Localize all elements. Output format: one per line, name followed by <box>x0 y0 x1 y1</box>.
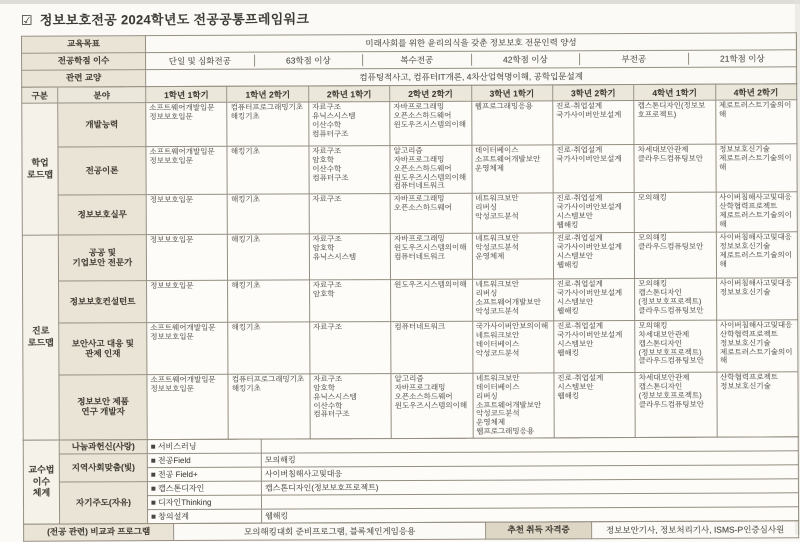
credit-value: 42학점 이상 <box>471 53 580 65</box>
col-header: 1학년 1학기 <box>146 86 227 102</box>
course-cell: 모의해킹 클라우드컴퓨팅보안 <box>635 232 717 278</box>
liberal-arts-label: 관련 교양 <box>22 70 146 88</box>
course-cell: 해킹기초 <box>227 146 309 194</box>
pedagogy-item: ■ 디자인Thinking <box>147 495 261 509</box>
course-cell: 자바프로그래밍 윈도우즈시스템의이해 컴퓨터네트워크 <box>390 233 472 279</box>
course-cell: 자료구조 암호학 유닉스시스템 이산수학 컴퓨터구조 <box>310 374 392 439</box>
certification-label: 추천 취득 자격증 <box>486 522 592 539</box>
col-header: 2학년 1학기 <box>308 86 389 102</box>
certification-list: 정보보안기사, 정보처리기사, ISMS-P인증심사원 <box>592 521 799 539</box>
liberal-arts-value: 컴퓨팅적사고, 컴퓨터IT개론, 4차산업혁명이해, 공학입문설계 <box>146 67 797 87</box>
col-header: 구분 <box>22 87 58 103</box>
course-cell: 컴퓨터프로그래밍기초 해킹기초 <box>227 102 309 146</box>
course-cell: 해킹기초 <box>228 194 310 234</box>
scan-artifact-top <box>0 0 800 4</box>
col-header: 3학년 2학기 <box>553 85 634 101</box>
table-row <box>23 372 798 440</box>
course-cell: 자료구조 유닉스시스템 이산수학 컴퓨터구조 <box>309 102 391 146</box>
pedagogy-content: 웹해킹 <box>262 507 799 523</box>
course-cell: 차세대보안관제 클라우드컴퓨팅보안 <box>634 144 716 192</box>
course-cell: 사이버침해사고및대응 산학협력프로젝트 제로트러스트기술의이해 <box>716 192 798 232</box>
pedagogy-category: 자기주도(자유) <box>59 482 147 524</box>
course-cell: 자료구조 <box>309 194 391 234</box>
pedagogy-item: ■ 창의설계 <box>148 509 262 523</box>
course-cell: 사이버침해사고및대응 정보보호신기술 <box>716 278 798 320</box>
pedagogy-content: 캡스톤디자인(정보보호프로젝트) <box>261 479 798 495</box>
group-label-academic-roadmap: 학업 로드맵 <box>22 103 59 235</box>
course-cell: 진로·취업설계 시스템보안 웹해킹 <box>554 373 636 438</box>
table-row <box>22 232 797 281</box>
course-cell: 자바프로그래밍 오픈소스하드웨어 <box>390 193 472 233</box>
page-title <box>21 6 797 28</box>
course-cell: 사이버침해사고및대응 정보보호신기술 제로트러스트기술의이해 <box>716 232 798 278</box>
curriculum-table <box>21 83 799 440</box>
course-cell: 윈도우즈시스템의이해 <box>391 279 473 321</box>
col-header: 2학년 2학기 <box>390 85 471 101</box>
pedagogy-category: 나눔과헌신(사랑) <box>59 440 147 454</box>
info-table <box>21 32 797 87</box>
course-cell: 국가사이버안보의이해 네트워크보안 데이터베이스 악성코드분석 <box>472 321 554 373</box>
table-row <box>22 192 797 235</box>
col-header: 3학년 1학기 <box>471 85 552 101</box>
credits-label: 전공학점 이수 <box>22 53 146 71</box>
checkbox-icon: ☑ <box>20 12 33 28</box>
course-cell: 컴퓨터프로그래밍기초 해킹기초 <box>228 374 310 439</box>
table-row <box>23 278 798 323</box>
table-row <box>22 100 797 147</box>
course-cell: 산학협력프로젝트 정보보호신기술 <box>717 372 799 437</box>
col-header: 1학년 2학기 <box>227 86 308 102</box>
course-cell: 소프트웨어개발입문 정보보호입문 <box>146 146 228 194</box>
course-cell: 알고리즘 자바프로그래밍 오픈소스하드웨어 윈도우즈시스템의이해 <box>391 373 473 438</box>
course-cell: 차세대보안관제 캡스톤디자인 (정보보호프로젝트) 클라우드컴퓨팅보안 <box>635 372 717 437</box>
course-cell: 네트워크보안 리버싱 악성코드분석 <box>472 193 554 233</box>
credit-value: 63학점 이상 <box>254 54 363 66</box>
course-cell: 진로·취업설계 국가사이버안보설계 <box>553 101 635 145</box>
group-label-pedagogy: 교수법 이수 체계 <box>23 440 59 524</box>
course-cell: 진로·취업설계 국가사이버안보설계 시스템보안 웹해킹 <box>553 279 635 321</box>
course-cell: 컴퓨터네트워크 <box>391 321 473 373</box>
credit-type: 복수전공 <box>362 54 471 66</box>
field-label: 정보보호실무 <box>58 195 146 235</box>
course-cell: 소프트웨어개발입문 정보보호입문 <box>146 102 228 146</box>
course-cell: 데이터베이스 소프트웨어개발보안 운영체제 <box>471 145 553 193</box>
field-label: 개발능력 <box>58 103 146 147</box>
col-header: 4학년 2학기 <box>715 84 796 100</box>
col-header: 분야 <box>58 87 146 103</box>
footer-table <box>23 520 799 541</box>
field-label: 보안사고 대응 및 관제 인재 <box>59 323 147 375</box>
course-cell: 자료구조 <box>309 322 391 374</box>
table-row <box>23 320 798 375</box>
course-cell: 사이버침해사고및대응 산학협력프로젝트 정보보호신기술 제로트러스트기술의이해 <box>716 320 798 372</box>
course-cell: 모의해킹 캡스톤디자인 (정보보호프로젝트) 클라우드컴퓨팅보안 <box>635 278 717 320</box>
course-cell: 해킹기초 <box>228 322 310 374</box>
group-label-career-roadmap: 진로 로드맵 <box>22 235 59 440</box>
field-label: 공공 및 기업보안 전문가 <box>58 235 146 281</box>
pedagogy-table <box>23 436 799 524</box>
course-cell: 네트워크보안 데이터베이스 리버싱 소프트웨어개발보안 악성코드분석 운영체제 웹프로그래밍응용 <box>472 373 554 438</box>
course-cell: 소프트웨어개발입문 정보보호입문 <box>147 322 229 374</box>
goal-value: 미래사회를 위한 윤리의식을 갖춘 정보보호 전문인력 양성 <box>145 33 796 53</box>
pedagogy-category: 지역사회맞춤(빛) <box>59 454 147 482</box>
course-cell: 진로·취업설계 국가사이버안보설계 <box>553 145 635 193</box>
field-label: 전공이론 <box>58 147 146 195</box>
pedagogy-content: 모의해킹 <box>261 451 798 467</box>
credit-type: 부전공 <box>579 53 688 65</box>
course-cell: 진로·취업설계 국가사이버안보설계 시스템보안 웹해킹 <box>553 233 635 279</box>
pedagogy-item: ■ 서비스러닝 <box>147 439 261 453</box>
page-title-text: 정보보호전공 2024학년도 전공공통프레임워크 <box>39 11 310 28</box>
field-label: 정보보호컨설턴트 <box>59 281 147 323</box>
pedagogy-item: ■ 전공 Field+ <box>147 467 261 481</box>
pedagogy-content: 사이버침해사고및대응 <box>261 465 798 481</box>
course-cell: 정보보호입문 <box>146 194 228 234</box>
extracurricular-programs: 모의해킹대회 준비프로그램, 블록체인게임응용 <box>174 522 486 540</box>
course-cell: 진로·취업설계 국가사이버안보설계 시스템보안 웹해킹 <box>554 321 636 373</box>
course-cell: 웹프로그래밍응용 <box>471 101 553 145</box>
extracurricular-label: (전공 관련) 비교과 프로그램 <box>24 523 174 541</box>
field-label: 정보보안 제품 연구 개발자 <box>59 375 147 440</box>
course-cell: 정보보호신기술 제로트러스트기술의이해 <box>716 144 798 192</box>
course-cell: 모의해킹 <box>634 192 716 232</box>
course-cell: 제로트러스트기술의이해 <box>715 100 797 144</box>
credit-value: 21학점 이상 <box>688 52 797 64</box>
col-header: 4학년 1학기 <box>634 84 715 100</box>
curriculum-framework-document <box>21 4 799 541</box>
goal-label: 교육목표 <box>21 36 145 54</box>
course-cell: 캡스톤디자인(정보보호프로젝트) <box>634 100 716 144</box>
course-cell: 정보보호입문 <box>146 234 228 280</box>
course-cell: 자료구조 암호학 <box>309 280 391 322</box>
footer-row <box>24 521 799 541</box>
course-cell: 자료구조 암호학 유닉스시스템 <box>309 234 391 280</box>
course-cell: 네트워크보안 리버싱 소프트웨어개발보안 악성코드분석 <box>472 279 554 321</box>
course-cell: 자료구조 암호학 이산수학 컴퓨터구조 <box>309 146 391 194</box>
pedagogy-item: ■ 전공Field <box>147 453 261 467</box>
course-cell: 정보보호입문 <box>147 280 229 322</box>
course-cell: 해킹기초 <box>228 280 310 322</box>
course-cell: 소프트웨어개발입문 정보보호입문 <box>147 374 229 439</box>
pedagogy-item: ■ 캡스톤디자인 <box>147 481 261 495</box>
credit-type: 단일 및 심화전공 <box>168 55 231 67</box>
course-cell: 모의해킹 차세대보안관제 캡스톤디자인 (정보보호프로젝트) 클라우드컴퓨팅보안 <box>635 320 717 372</box>
course-cell: 자바프로그래밍 오픈소스하드웨어 윈도우즈시스템의이해 <box>390 101 472 145</box>
course-cell: 네트워크보안 악성코드분석 운영체제 <box>472 233 554 279</box>
course-cell: 알고리즘 자바프로그래밍 오픈소스하드웨어 윈도우즈시스템의이해 컴퓨터네트워크 <box>390 145 472 193</box>
course-cell: 진로·취업설계 국가사이버안보설계 시스템보안 웹해킹 <box>553 193 635 233</box>
course-cell: 해킹기초 <box>228 234 310 280</box>
table-row <box>22 144 797 195</box>
